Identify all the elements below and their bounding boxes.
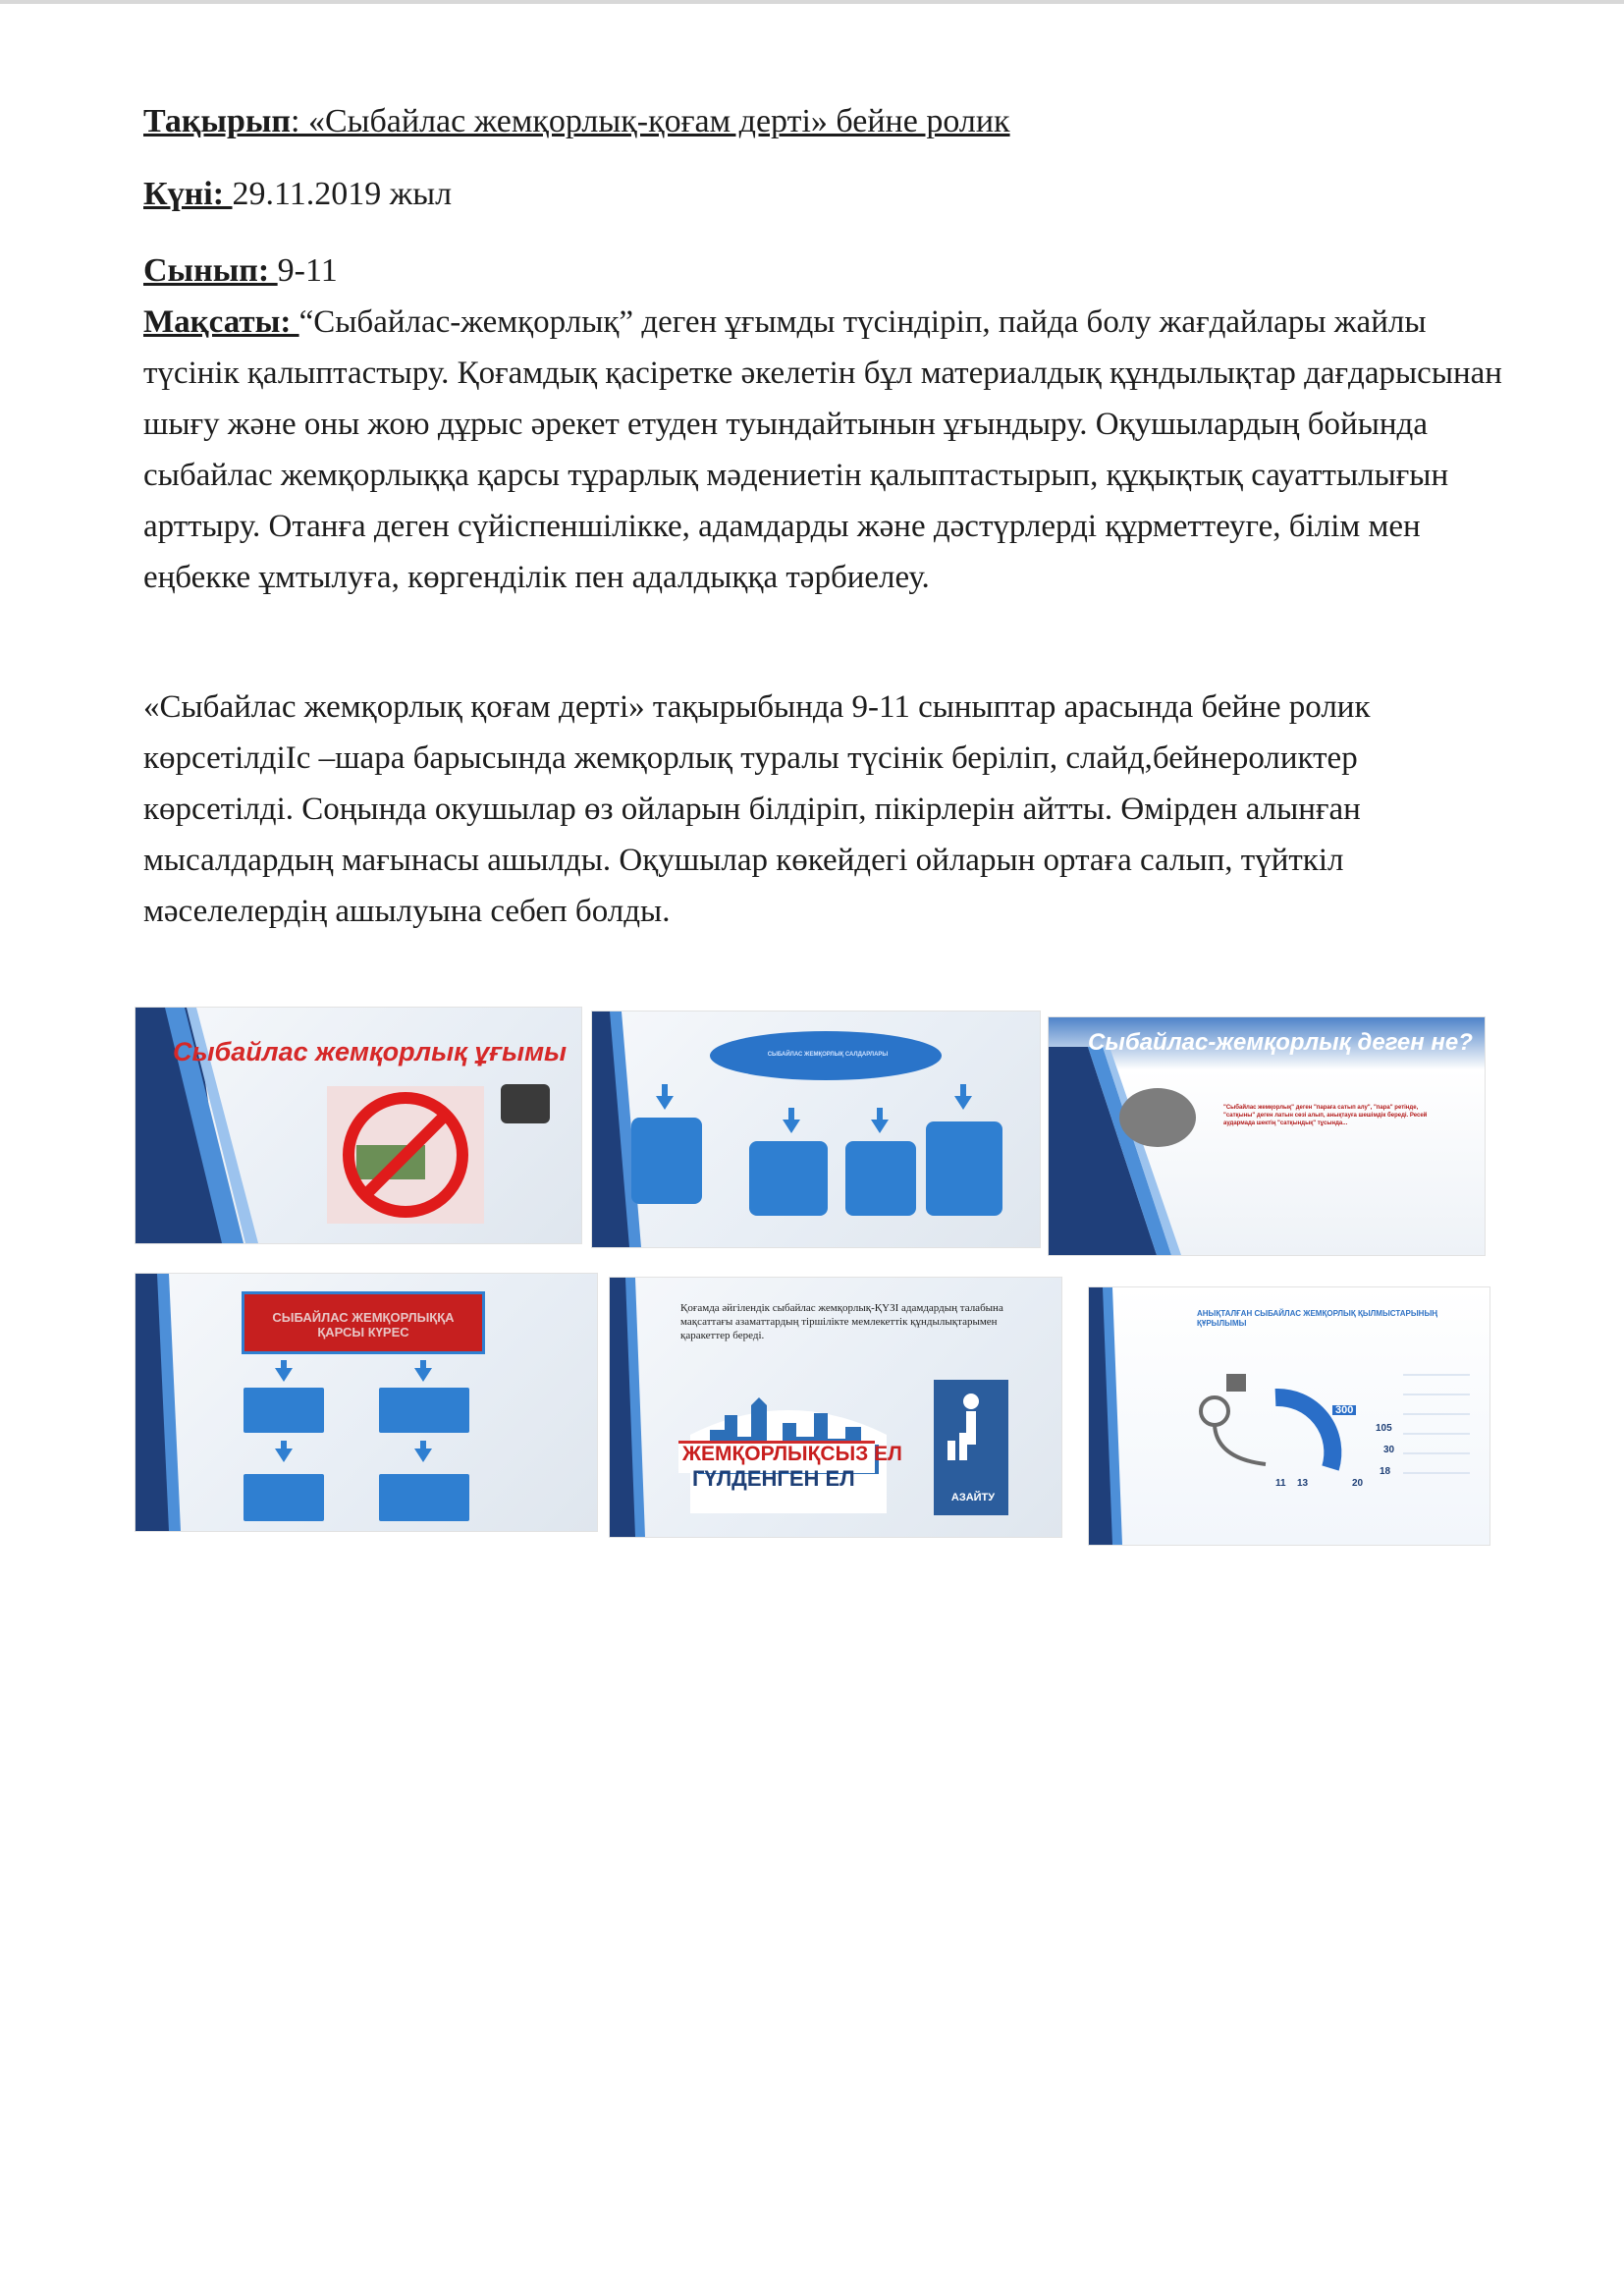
stat-number-5: 11 [1275, 1478, 1286, 1489]
slide-4-title: СЫБАЙЛАС ЖЕМҚОРЛЫҚҚА ҚАРСЫ КҮРЕС [272, 1310, 455, 1339]
slide-5-caption: Қоғамда әйгілендік сыбайлас жемқорлық-ҚҮЗІ адамдардың талабына мақсаттағы азаматтардың тіршілікте мемлекеттік құндылықтарымен қаракеттер береді. [680, 1302, 1003, 1341]
goal-text: “Сыбайлас-жемқорлық” деген ұғымды түсіндіріп, пайда болу жағдайлары жайлы түсінік қалыптастыру. Қоғамдық қасіретке әкелетін бұл материалдық құндылықтар дағдарысынан шығу және оны жою дұрыс әрекет етуден туындайтынын ұғындыру. Оқушылардың бойында сыбайлас жемқорлыққа қарсы тұрарлық мәдениетін қалыптастырып, құқықтық сауаттылығын арттыру. Отанға деген сүйіспеншілікке, адамдарды және дәстүрлерді құрметтеуге, білім мен еңбекке ұмтылуға, көргенділік пен адалдыққа тәрбиелеу. [143, 304, 1502, 595]
slide-4-banner [242, 1291, 485, 1354]
scan-top-edge [0, 0, 1624, 4]
arrow-down-1 [656, 1096, 674, 1110]
flow-box-1 [631, 1118, 702, 1204]
slide-5-side-panel [934, 1380, 1008, 1515]
slide-1-title: Сыбайлас жемқорлық ұғымы [173, 1037, 568, 1066]
stethoscope-icon [1187, 1370, 1344, 1488]
stat-number-6: 13 [1297, 1478, 1309, 1489]
topic-value: : «Сыбайлас жемқорлық-қоғам дерті» бейне ролик [291, 103, 1010, 139]
stat-number-2: 105 [1376, 1423, 1392, 1434]
slide-thumbnail-4 [135, 1273, 598, 1532]
stat-number-3: 30 [1383, 1445, 1395, 1455]
goal-paragraph [143, 297, 1508, 603]
slide-thumbnail-2 [591, 1011, 1041, 1248]
slide-3-title: Сыбайлас-жемқорлық деген не? [1088, 1029, 1473, 1056]
slide-thumbnail-1 [135, 1007, 582, 1244]
flow-box-4 [926, 1121, 1002, 1216]
flow-box-3 [845, 1141, 916, 1216]
money-hands-image [1119, 1088, 1196, 1147]
arrow-down-6 [414, 1368, 432, 1382]
flow-box-6 [379, 1388, 469, 1433]
topic-line [143, 102, 1010, 141]
legend-lines [1403, 1374, 1470, 1492]
flow-box-8 [379, 1474, 469, 1521]
class-value: 9-11 [277, 252, 338, 289]
stat-number-1: 300 [1332, 1405, 1356, 1415]
hand-image [501, 1084, 550, 1123]
stat-number-4: 18 [1380, 1466, 1391, 1477]
growth-figure-icon [934, 1380, 1008, 1478]
slide-3-body: "Сыбайлас жемқорлық" деген "параға сатып алу", "пара" ретінде, "сатқыны" деген латын сөзі алып, анықтауға шешімдік береді. Ресей аудармада шектің "сатқындық" тұсында... [1223, 1105, 1428, 1126]
goal-label: Мақсаты: [143, 304, 299, 340]
arrow-down-5 [275, 1368, 293, 1382]
slide-2-title: СЫБАЙЛАС ЖЕМҚОРЛЫҚ САЛДАРЛАРЫ [767, 1052, 889, 1058]
date-value: 29.11.2019 жыл [232, 176, 453, 212]
slide-5-banner-1: ЖЕМҚОРЛЫҚСЫЗ ЕЛ [682, 1443, 902, 1465]
class-line [143, 251, 338, 291]
arrow-down-2 [783, 1120, 800, 1133]
flow-box-7 [244, 1474, 324, 1521]
slide-thumbnail-5 [609, 1277, 1062, 1538]
slide-thumbnail-6 [1088, 1286, 1490, 1546]
consequence-ellipse [710, 1031, 942, 1080]
flow-box-5 [244, 1388, 324, 1433]
arrow-down-4 [954, 1096, 972, 1110]
slide-5-side-text: АЗАЙТУ [950, 1492, 996, 1503]
topic-label: Тақырып [143, 103, 292, 139]
arrow-down-7 [275, 1449, 293, 1462]
date-label: Күні: [143, 176, 233, 212]
slide-thumbnail-3 [1048, 1016, 1486, 1256]
slide-6-title: АНЫҚТАЛҒАН СЫБАЙЛАС ЖЕМҚОРЛЫҚ ҚЫЛМЫСТАРЫНЫҢ ҚҰРЫЛЫМЫ [1197, 1309, 1438, 1328]
arrow-down-8 [414, 1449, 432, 1462]
class-label: Сынып: [143, 252, 278, 289]
date-line [143, 175, 452, 214]
slide-5-banner-2: ГҮЛДЕНГЕН ЕЛ [692, 1466, 855, 1491]
flow-box-2 [749, 1141, 828, 1216]
stat-number-7: 20 [1352, 1478, 1364, 1489]
no-bribe-icon [327, 1086, 484, 1224]
description-paragraph: «Сыбайлас жемқорлық қоғам дерті» тақырыбында 9-11 сыныптар арасында бейне ролик көрсетілдіІс –шара барысында жемқорлық туралы түсінік беріліп, слайд,бейнероликтер көрсетілді. Соңында окушылар өз ойларын білдіріп, пікірлерін айтты. Өмірден алынған мысалдардың мағынасы ашылды. Оқушылар көкейдегі ойларын ортаға салып, түйткіл мәселелердің ашылуына себеп болды. [143, 689, 1371, 929]
arrow-down-3 [871, 1120, 889, 1133]
